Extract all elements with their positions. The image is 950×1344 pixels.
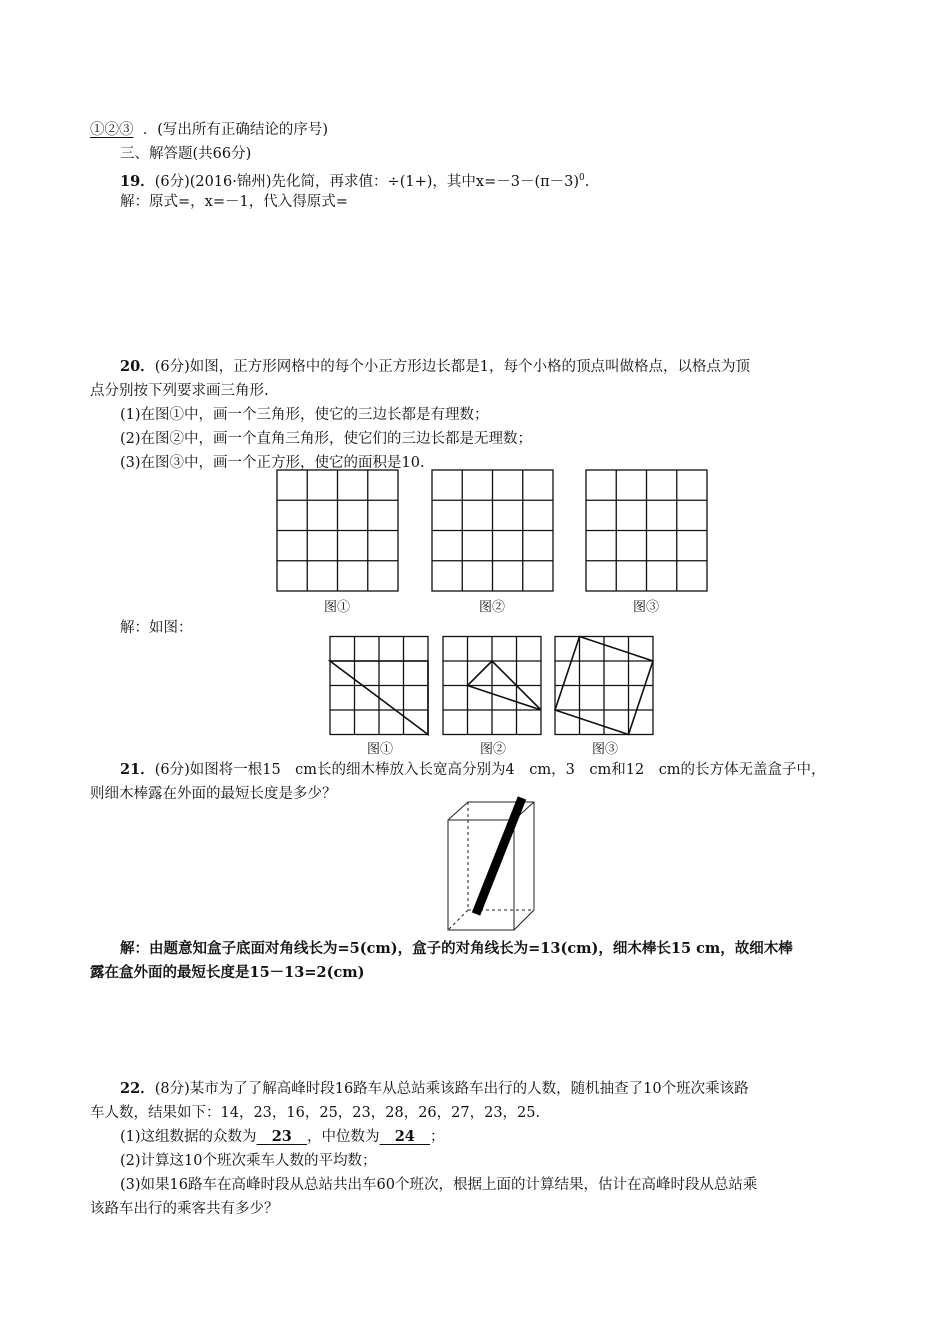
wooden-stick [476,798,522,914]
q20-part2: (2)在图②中，画一个直角三角形，使它们的三边长都是无理数； [120,431,533,447]
q21-number: 21． [120,761,155,778]
q20-part3: (3)在图③中，画一个正方形，使它的面积是10. [120,455,425,471]
solution-grid-2 [443,636,543,735]
q20-part1: (1)在图①中，画一个三角形，使它的三边长都是有理数； [120,407,489,423]
q22-part1 [120,1127,445,1147]
q18-answer: ①②③ [90,122,134,138]
q22-part1-b: ，中位数为 [307,1129,380,1145]
q21-stem-line2: 则细木棒露在外面的最短长度是多少？ [90,786,337,802]
solution-caption-fig1: 图① [366,742,393,757]
q20-number: 20． [120,358,155,375]
q22-median-answer: 24 [394,1128,415,1145]
q19-stem [120,168,589,192]
q22-number: 22． [120,1080,155,1097]
empty-grid-1 [277,470,398,591]
empty-grid-3 [586,470,707,591]
q18-answer-line [90,120,328,140]
caption-fig2: 图② [478,600,505,615]
q22-mode-answer: 23 [271,1128,292,1145]
q21-text-1: (6分)如图将一根15 cm长的细木棒放入长宽高分别为4 cm，3 cm和12 cm的长方体无盖盒子中， [154,762,826,778]
caption-fig3: 图③ [632,600,659,615]
q20-solution: 解：如图： [120,620,193,636]
q19-text: (6分)(2016·锦州)先化简，再求值：÷(1+)，其中x=－3－(π－3) [154,173,580,190]
q22-part2: (2)计算这10个班次乘车人数的平均数； [120,1153,377,1169]
q22-part1-a: (1)这组数据的众数为 [120,1129,257,1145]
q19-end: . [584,173,590,190]
caption-fig1: 图① [323,600,350,615]
q21-solution-line2: 露在盒外面的最短长度是15－13=2(cm) [90,964,365,981]
q21-stem-line1 [120,760,826,780]
solution-grid-3 [555,636,655,735]
q21-solution-line1: 解：由题意知盒子底面对角线长为=5(cm)，盒子的对角线长为=13(cm)，细木棒长15 cm，故细木棒 [120,940,793,957]
empty-grid-2 [432,470,553,591]
q20-stem-line2: 点分别按下列要求画三角形. [90,383,269,399]
q19-number: 19． [120,172,155,190]
box-with-stick-figure [446,796,536,932]
q22-stem-line2: 车人数，结果如下：14，23，16，25，23，28，26，27，23，25. [90,1105,541,1121]
q22-stem-line1 [120,1079,749,1099]
section-heading: 三、解答题(共66分) [120,146,252,162]
q22-part1-c: ； [430,1129,445,1145]
q19-solution: 解：原式=，x=－1，代入得原式= [120,194,348,210]
q22-part3-line2: 该路车出行的乘客共有多少？ [90,1201,279,1217]
solution-grid-1 [330,636,430,735]
solution-caption-fig3: 图③ [591,742,618,757]
q19-superscript: 0 [579,173,585,183]
q22-part3-line1: (3)如果16路车在高峰时段从总站共出车60个班次，根据上面的计算结果，估计在高峰时段从总站乘 [120,1177,758,1193]
q18-text: ．(写出所有正确结论的序号) [142,122,329,138]
q22-text-1: (8分)某市为了了解高峰时段16路车从总站乘该路车出行的人数，随机抽查了10个班次乘该路 [154,1081,749,1097]
q20-text-1: (6分)如图，正方形网格中的每个小正方形边长都是1，每个小格的顶点叫做格点，以格点为顶 [154,359,750,375]
q20-stem-line1 [120,357,750,377]
solution-caption-fig2: 图② [479,742,506,757]
